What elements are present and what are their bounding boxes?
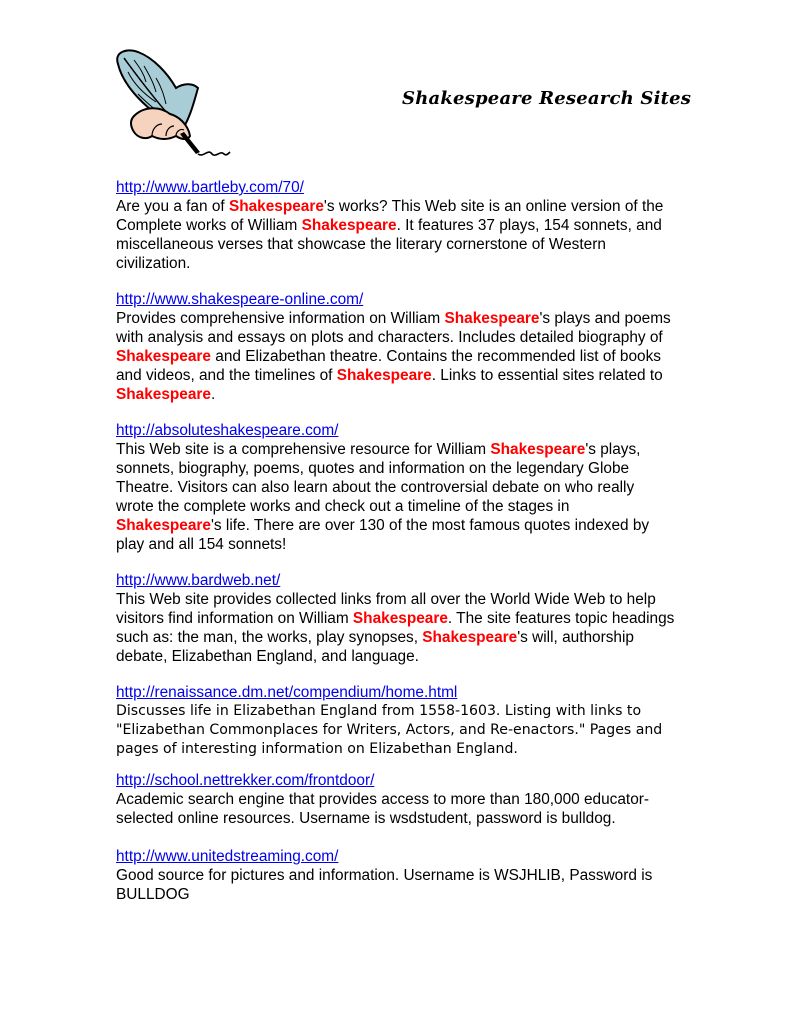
site-entry [116,847,676,904]
description-text: 's life. There are over 130 of the most famous quotes indexed by play and all 154 sonnets! [116,517,650,553]
description-text: . The site features topic headings such as: the man, the works, play synopses, [116,610,675,646]
highlighted-keyword: Shakespeare [490,441,586,458]
site-description [116,790,676,828]
site-entry [116,571,676,666]
site-link[interactable]: http://absoluteshakespeare.com/ [116,422,339,439]
description-text: This Web site provides collected links from all over the World Wide Web to help visitors find information on William [116,591,656,627]
site-link[interactable]: http://renaissance.dm.net/compendium/home.html [116,684,458,701]
site-description [116,702,676,759]
description-text: . It features 37 plays, 154 sonnets, and miscellaneous verses that showcase the literary cornerstone of Western civilization. [116,217,662,272]
highlighted-keyword: Shakespeare [228,198,324,215]
description-text: Are you a fan of [116,198,229,215]
site-description [116,440,676,554]
highlighted-keyword: Shakespeare [444,310,540,327]
highlighted-keyword: Shakespeare [116,386,211,403]
site-link[interactable]: http://www.bardweb.net/ [116,572,281,589]
site-description [116,197,676,273]
description-text: Academic search engine that provides access to more than 180,000 educator-selected online resources. Username is wsdstudent, password is bulldog. [116,791,649,827]
highlighted-keyword: Shakespeare [301,217,397,234]
quill-pen-icon [104,44,234,162]
site-description [116,590,676,666]
site-entry [116,178,676,273]
description-text: 's works? This Web site is an online version of the Complete works of William [116,198,664,234]
description-text: . Links to essential sites related to [431,367,663,384]
site-entry [116,421,676,554]
highlighted-keyword: Shakespeare [336,367,432,384]
site-entry [116,290,676,404]
description-text: and Elizabethan theatre. Contains the recommended list of books and videos, and the timelines of [116,348,662,384]
description-text: 's plays, sonnets, biography, poems, quotes and information on the legendary Globe Theatre. Visitors can also learn about the controversial debate on who really wrote the complete works and check out a timeline of the stages in [116,441,641,515]
highlighted-keyword: Shakespeare [352,610,448,627]
page-title: Shakespeare Research Sites [402,88,692,109]
site-link[interactable]: http://school.nettrekker.com/frontdoor/ [116,772,375,789]
site-link[interactable]: http://www.unitedstreaming.com/ [116,848,339,865]
highlighted-keyword: Shakespeare [422,629,518,646]
description-text: 's plays and poems with analysis and essays on plots and characters. Includes detailed biography of [116,310,671,346]
site-link[interactable]: http://www.bartleby.com/70/ [116,179,304,196]
site-entry [116,771,676,828]
site-description [116,866,676,904]
description-text: Good source for pictures and information. Username is WSJHLIB, Password is BULLDOG [116,867,653,903]
description-text: Discusses life in Elizabethan England from 1558-1603. Listing with links to "Elizabethan Commonplaces for Writers, Actors, and Re-enactors." Pages and pages of interesting information on Elizabethan England. [116,703,663,757]
highlighted-keyword: Shakespeare [116,517,211,534]
description-text: This Web site is a comprehensive resource for William [116,441,491,458]
site-entry [116,683,676,759]
description-text: . [210,386,216,403]
description-text: Provides comprehensive information on William [116,310,445,327]
highlighted-keyword: Shakespeare [116,348,211,365]
site-link[interactable]: http://www.shakespeare-online.com/ [116,291,364,308]
site-description [116,309,676,404]
description-text: 's will, authorship debate, Elizabethan England, and language. [116,629,634,665]
